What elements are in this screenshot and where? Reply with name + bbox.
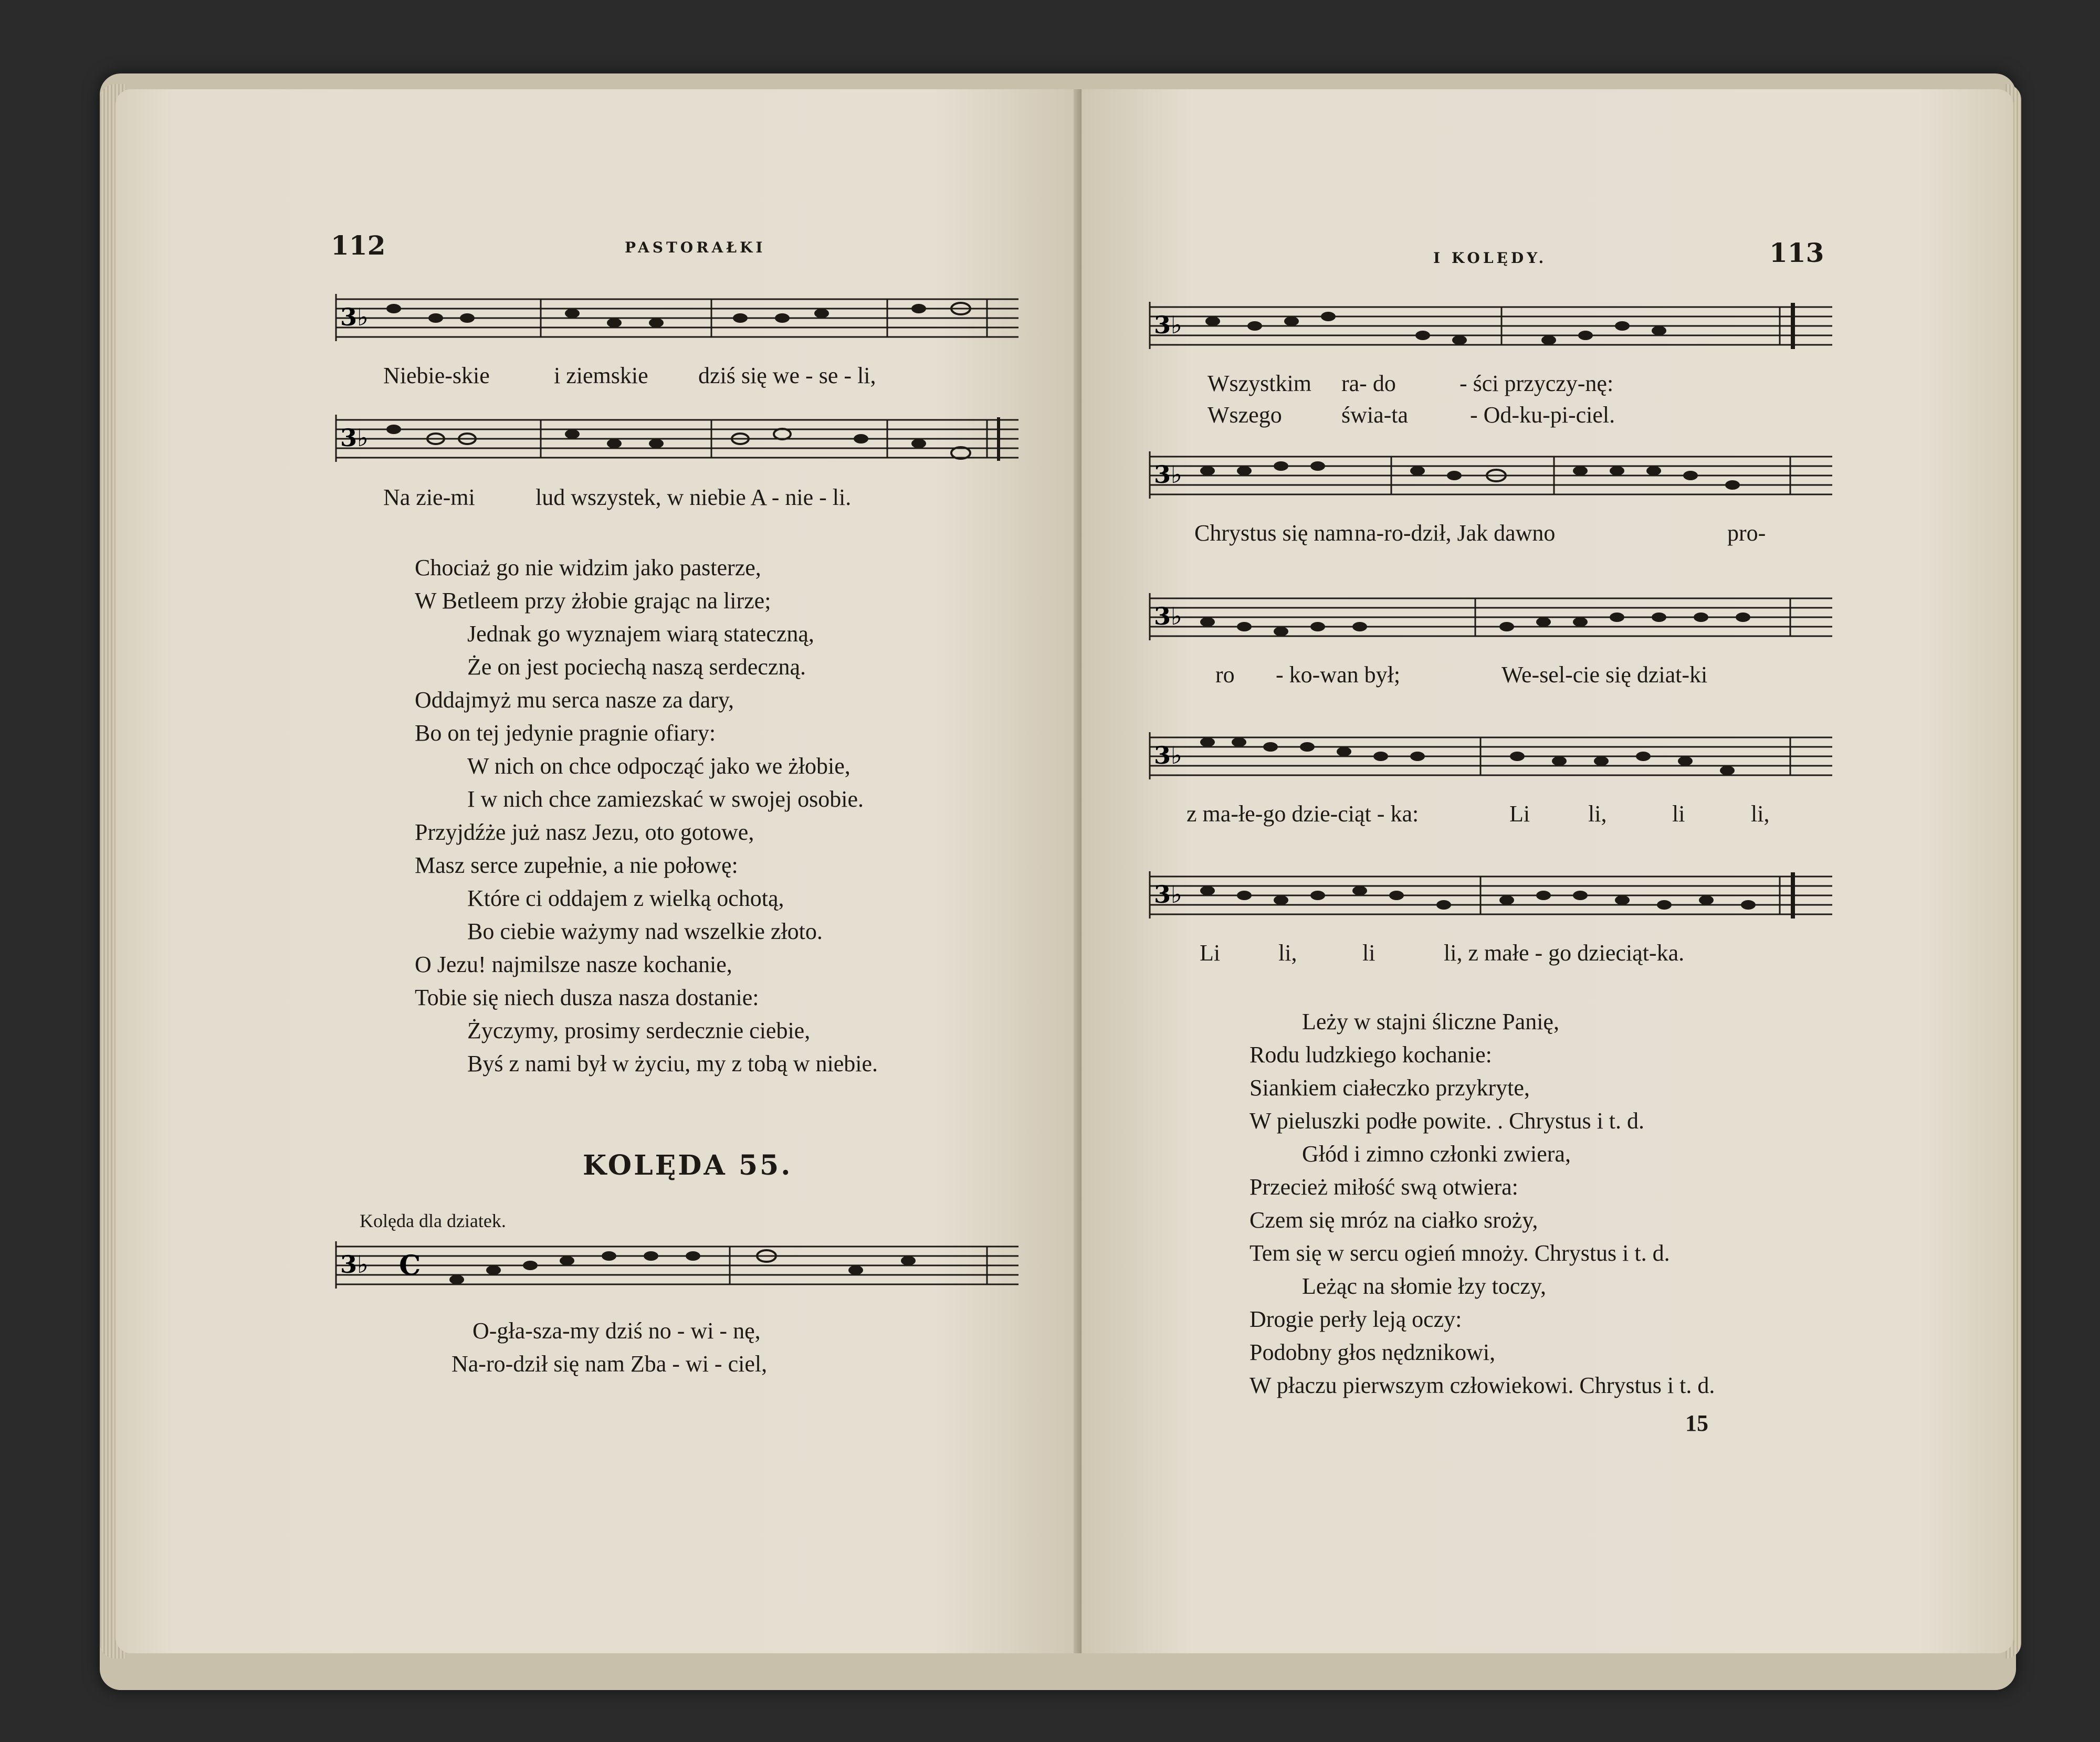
verse-line: Że on jest pociechą naszą serdeczną. — [467, 654, 806, 680]
verse-line: Leżąc na słomie łzy toczy, — [1302, 1273, 1547, 1299]
lyric-r5-d: li, z małe - go dzieciąt-ka. — [1444, 940, 1685, 966]
music-staff-r5 — [1150, 866, 1843, 929]
verse-line: Rodu ludzkiego kochanie: — [1250, 1042, 1492, 1068]
verse-line: Głód i zimno członki zwiera, — [1302, 1141, 1571, 1167]
verse-line: Bo ciebie ważymy nad wszelkie złoto. — [467, 918, 823, 944]
lyric-r3-c: We-sel-cie się dziat-ki — [1502, 662, 1708, 688]
svg-text:3♭: 3♭ — [1154, 460, 1182, 489]
lyric-r4-d: li — [1672, 801, 1685, 827]
music-staff-r2 — [1150, 446, 1843, 509]
svg-text:3♭: 3♭ — [1154, 311, 1182, 339]
music-staff-r1 — [1150, 297, 1843, 360]
svg-text:3♭: 3♭ — [1154, 880, 1182, 909]
signature-mark: 15 — [1685, 1410, 1708, 1436]
music-staff-2 — [336, 409, 1029, 472]
lyric-r1a-c: - ści przyczy-nę: — [1460, 371, 1614, 396]
verse-line: Życzymy, prosimy serdecznie ciebie, — [467, 1018, 811, 1043]
lyric-r4-e: li, — [1751, 801, 1770, 827]
page-number-left: 112 — [331, 230, 386, 261]
verse-line: Siankiem ciałeczko przykryte, — [1250, 1075, 1530, 1101]
verse-line: Podobny głos nędznikowi, — [1250, 1339, 1496, 1365]
verse-line: Tem się w sercu ogień mnoży. Chrystus i t. d. — [1250, 1240, 1670, 1266]
verse-line: Byś z nami był w życiu, my z tobą w niebie. — [467, 1051, 878, 1076]
lyric-r4-a: z ma-łe-go dzie-ciąt - ka: — [1186, 801, 1419, 827]
lyric-r1a-b: ra- do — [1341, 371, 1396, 396]
verse-line: W nich on chce odpocząć jako we żłobie, — [467, 753, 850, 779]
verse-line: Oddajmyż mu serca nasze za dary, — [415, 687, 734, 713]
music-staff-r3 — [1150, 588, 1843, 651]
lyric-r3-a: ro — [1215, 662, 1235, 688]
verse-line: W płaczu pierwszym człowiekowi. Chrystus i t. d. — [1250, 1373, 1715, 1398]
right-page — [1082, 89, 2013, 1653]
verse-line: Przecież miłość swą otwiera: — [1250, 1174, 1518, 1200]
lyric-line-2-b: lud wszystek, w niebie A - nie - li. — [536, 484, 852, 510]
lyric-r1b-c: - Od-ku-pi-ciel. — [1470, 402, 1615, 428]
lyric-r5-a: Li — [1200, 940, 1221, 966]
svg-text:C: C — [399, 1250, 421, 1282]
verse-line: Bo on tej jedynie pragnie ofiary: — [415, 720, 716, 746]
verse-line: W Betleem przy żłobie grając na lirze; — [415, 588, 771, 614]
lyric-r3-b: - ko-wan był; — [1276, 662, 1401, 688]
lyric-r1a-a: Wszystkim — [1208, 371, 1311, 396]
tempo-marking: Kolęda dla dziatek. — [360, 1210, 506, 1231]
music-staff-3 — [336, 1236, 1029, 1299]
svg-text:3♭: 3♭ — [1154, 741, 1182, 769]
verse-line: Chociaż go nie widzim jako pasterze, — [415, 555, 761, 580]
svg-text:3♭: 3♭ — [340, 424, 369, 452]
lyric-r5-b: li, — [1278, 940, 1297, 966]
carol-heading: KOLĘDA 55. — [583, 1149, 793, 1181]
verse-line: Czem się mróz na ciałko sroży, — [1250, 1207, 1538, 1233]
running-head-left: PASTORAŁKI — [625, 239, 766, 256]
carol-lyric-2: Na-ro-dził się nam Zba - wi - ciel, — [452, 1351, 768, 1377]
page-number-right: 113 — [1769, 237, 1824, 268]
lyric-r4-c: li, — [1588, 801, 1607, 827]
svg-text:3♭: 3♭ — [340, 1250, 369, 1279]
lyric-line-1-b: i ziemskie — [554, 363, 648, 388]
lyric-r5-c: li — [1362, 940, 1376, 966]
left-page — [116, 89, 1079, 1653]
verse-line: I w nich chce zamiezskać w swojej osobie. — [467, 786, 864, 812]
verse-line: Tobie się niech dusza nasza dostanie: — [415, 985, 759, 1010]
carol-lyric-1: O-gła-sza-my dziś no - wi - nę, — [472, 1318, 761, 1344]
lyric-r2-b: na-ro-dził, Jak dawno — [1354, 520, 1556, 546]
verse-line: Przyjdźże już nasz Jezu, oto gotowe, — [415, 819, 754, 845]
verse-line: Leży w stajni śliczne Panię, — [1302, 1009, 1559, 1034]
lyric-r2-c: pro- — [1727, 520, 1766, 546]
music-staff-1 — [336, 289, 1029, 352]
lyric-line-1-c: dziś się we - se - li, — [698, 363, 876, 388]
verse-line: Masz serce zupełnie, a nie połowę: — [415, 852, 738, 878]
lyric-r4-b: Li — [1509, 801, 1530, 827]
svg-text:3♭: 3♭ — [340, 303, 369, 331]
lyric-r2-a: Chrystus się nam — [1194, 520, 1354, 546]
verse-line: Które ci oddajem z wielką ochotą, — [467, 885, 784, 911]
running-head-right: I KOLĘDY. — [1433, 249, 1547, 267]
verse-line: Drogie perły leją oczy: — [1250, 1306, 1462, 1332]
verse-line: O Jezu! najmilsze nasze kochanie, — [415, 952, 732, 977]
music-staff-r4 — [1150, 727, 1843, 790]
lyric-r1b-a: Wszego — [1208, 402, 1282, 428]
verse-line: W pieluszki podłe powite. . Chrystus i t. d. — [1250, 1108, 1645, 1134]
lyric-r1b-b: świa-ta — [1341, 402, 1409, 428]
lyric-line-2-a: Na zie-mi — [383, 484, 475, 510]
verse-line: Jednak go wyznajem wiarą stateczną, — [467, 621, 814, 647]
lyric-line-1-a: Niebie-skie — [383, 363, 490, 388]
svg-text:3♭: 3♭ — [1154, 602, 1182, 630]
